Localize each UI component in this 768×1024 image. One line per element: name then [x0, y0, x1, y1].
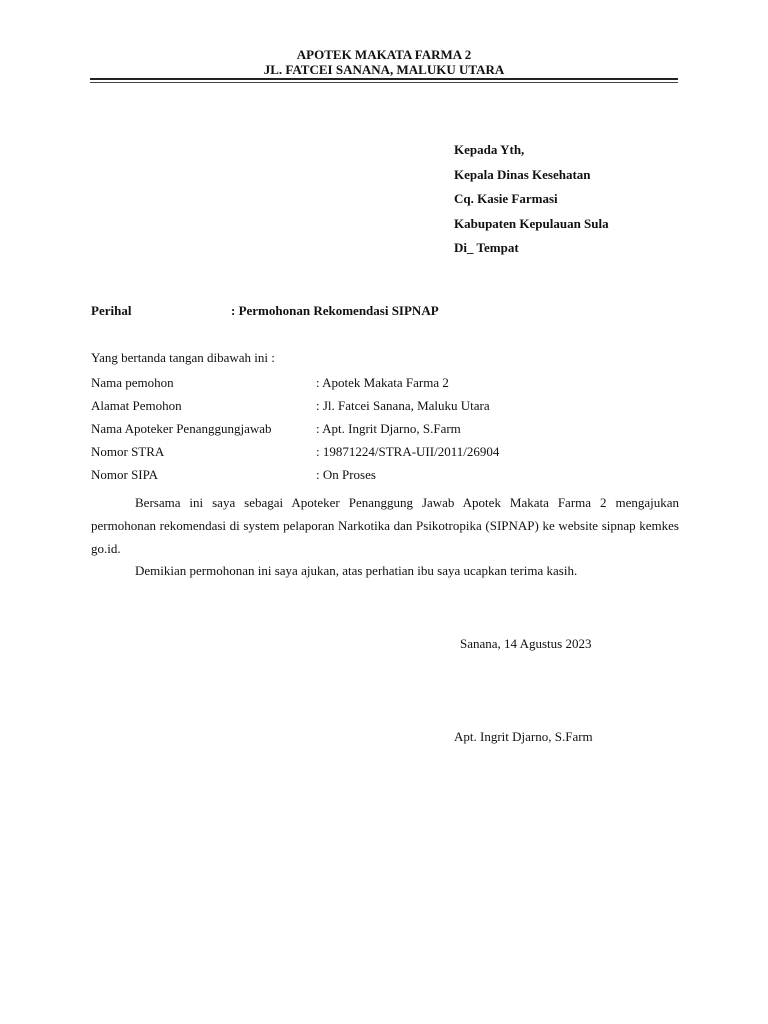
signer-name: Apt. Ingrit Djarno, S.Farm — [454, 729, 593, 744]
recipient-line: Kepala Dinas Kesehatan — [454, 166, 591, 182]
letterhead — [90, 47, 678, 77]
letterhead-address: JL. FATCEI SANANA, MALUKU UTARA — [263, 62, 505, 77]
field-value: : Jl. Fatcei Sanana, Maluku Utara — [316, 398, 490, 413]
field-value: : 19871224/STRA-UII/2011/26904 — [316, 444, 500, 459]
recipient-line: Cq. Kasie Farmasi — [454, 191, 558, 206]
recipient-line: Di_ Tempat — [454, 240, 519, 255]
body-paragraph-closing: Demikian permohonan ini saya ajukan, atas perhatian ibu saya ucapkan terima kasih. — [135, 563, 578, 578]
field-value: : Apt. Ingrit Djarno, S.Farm — [316, 421, 461, 436]
intro-text: Yang bertanda tangan dibawah ini : — [91, 350, 275, 365]
field-label: Nama pemohon — [91, 375, 174, 390]
letterhead-pharmacy-name: APOTEK MAKATA FARMA 2 — [296, 47, 472, 62]
field-label: Nama Apoteker Penanggungjawab — [91, 421, 272, 436]
field-row-pharmacist-name — [91, 417, 679, 440]
letterhead-divider-thin — [90, 82, 678, 83]
letterhead-divider-thick — [90, 78, 678, 80]
field-row-applicant-address — [91, 394, 679, 417]
place-and-date: Sanana, 14 Agustus 2023 — [460, 636, 592, 651]
field-row-sipa-number — [91, 463, 679, 486]
applicant-fields — [91, 371, 679, 486]
subject-label: Perihal — [91, 303, 132, 318]
recipient-block — [454, 138, 609, 261]
field-label: Nomor STRA — [91, 444, 165, 459]
recipient-line: Kabupaten Kepulauan Sula — [454, 215, 609, 231]
body-paragraph-request: Bersama ini saya sebagai Apoteker Penanggung Jawab Apotek Makata Farma 2 mengajukan permohonan rekomendasi di system pelaporan Narkotika dan Psikotropika (SIPNAP) ke website sipnap kemkes go.id. — [91, 495, 679, 556]
field-value: : Apotek Makata Farma 2 — [316, 375, 449, 390]
field-row-stra-number — [91, 440, 679, 463]
recipient-line: Kepada Yth, — [454, 142, 525, 157]
field-value: : On Proses — [316, 467, 376, 482]
field-label: Alamat Pemohon — [91, 398, 182, 413]
field-row-applicant-name — [91, 371, 679, 394]
field-label: Nomor SIPA — [91, 467, 159, 482]
subject-value: : Permohonan Rekomendasi SIPNAP — [231, 303, 439, 318]
